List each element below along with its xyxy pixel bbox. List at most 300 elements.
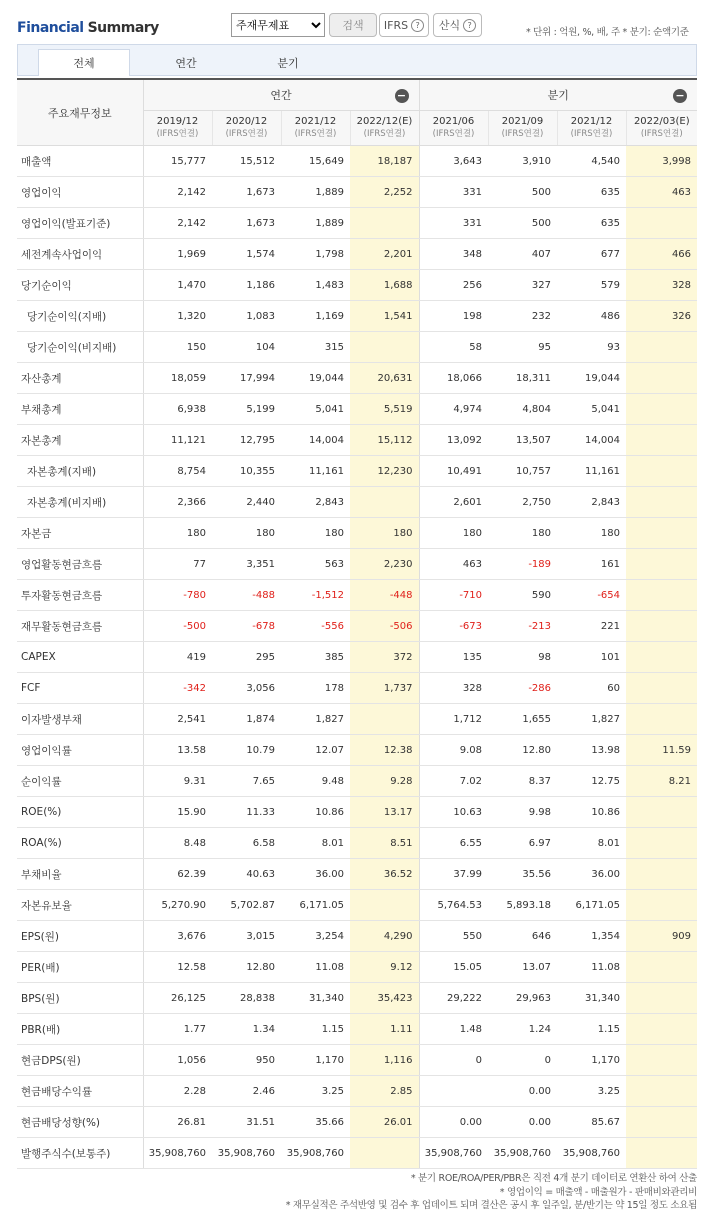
- table-cell: 1,169: [281, 301, 350, 332]
- row-label: FCF: [17, 673, 143, 704]
- table-cell: [626, 1014, 697, 1045]
- table-cell: 35,908,760: [143, 1138, 212, 1169]
- table-cell: 635: [557, 177, 626, 208]
- table-cell: 26.81: [143, 1107, 212, 1138]
- table-cell: 1,483: [281, 270, 350, 301]
- table-cell: 11.08: [557, 952, 626, 983]
- table-cell: 1,170: [281, 1045, 350, 1076]
- table-cell: 12,230: [350, 456, 419, 487]
- column-basis: (IFRS연결): [640, 129, 683, 139]
- row-label: 당기순이익(지배): [17, 301, 143, 332]
- table-row: [17, 735, 697, 766]
- table-cell: 10,757: [488, 456, 557, 487]
- table-cell: 15,512: [212, 146, 281, 177]
- table-cell: 15,649: [281, 146, 350, 177]
- table-cell: 0: [419, 1045, 488, 1076]
- table-cell: 3.25: [557, 1076, 626, 1107]
- table-cell: 0.00: [419, 1107, 488, 1138]
- table-cell: 646: [488, 921, 557, 952]
- table-cell: 13.58: [143, 735, 212, 766]
- table-row: [17, 146, 697, 177]
- table-cell: [350, 208, 419, 239]
- row-label: 재무활동현금흐름: [17, 611, 143, 642]
- table-cell: 40.63: [212, 859, 281, 890]
- table-cell: 1,827: [557, 704, 626, 735]
- formula-help-button[interactable]: [433, 13, 482, 37]
- table-cell: 5,041: [281, 394, 350, 425]
- table-cell: 198: [419, 301, 488, 332]
- table-cell: 372: [350, 642, 419, 673]
- table-cell: [626, 983, 697, 1014]
- table-cell: 5,764.53: [419, 890, 488, 921]
- table-cell: [626, 611, 697, 642]
- table-row: [17, 332, 697, 363]
- column-basis: (IFRS연결): [570, 129, 613, 139]
- table-row: [17, 518, 697, 549]
- row-label: CAPEX: [17, 642, 143, 673]
- table-cell: 13.07: [488, 952, 557, 983]
- tab-quarter-label: 분기: [277, 56, 299, 70]
- table-cell: 13,507: [488, 425, 557, 456]
- table-cell: 466: [626, 239, 697, 270]
- column-period: 2021/06: [432, 116, 475, 127]
- table-cell: 1,688: [350, 270, 419, 301]
- table-cell: -678: [212, 611, 281, 642]
- annual-group-label: 연간: [270, 89, 292, 102]
- footnotes: [286, 1172, 697, 1213]
- table-cell: 5,702.87: [212, 890, 281, 921]
- table-cell: 4,290: [350, 921, 419, 952]
- table-cell: 328: [419, 673, 488, 704]
- row-label: 현금DPS(원): [17, 1045, 143, 1076]
- table-row: [17, 766, 697, 797]
- table-cell: 1,673: [212, 177, 281, 208]
- table-cell: 13,092: [419, 425, 488, 456]
- table-cell: 2,843: [557, 487, 626, 518]
- table-cell: 3,643: [419, 146, 488, 177]
- table-cell: 18,066: [419, 363, 488, 394]
- row-label: 부채비율: [17, 859, 143, 890]
- table-cell: 331: [419, 208, 488, 239]
- table-cell: 2,440: [212, 487, 281, 518]
- table-cell: 6.97: [488, 828, 557, 859]
- tab-all-label: 전체: [73, 57, 95, 70]
- column-period: 2021/09: [501, 116, 544, 127]
- table-cell: [626, 704, 697, 735]
- table-cell: 85.67: [557, 1107, 626, 1138]
- table-cell: 1.34: [212, 1014, 281, 1045]
- table-cell: 2,252: [350, 177, 419, 208]
- column-period: 2022/12(E): [356, 116, 413, 127]
- table-cell: 3.25: [281, 1076, 350, 1107]
- table-cell: 2.28: [143, 1076, 212, 1107]
- table-cell: 2,142: [143, 177, 212, 208]
- table-cell: 35,908,760: [557, 1138, 626, 1169]
- table-cell: [626, 890, 697, 921]
- table-cell: -506: [350, 611, 419, 642]
- table-cell: [626, 208, 697, 239]
- table-cell: 3,015: [212, 921, 281, 952]
- table-cell: 1,712: [419, 704, 488, 735]
- table-row: [17, 828, 697, 859]
- row-label: ROE(%): [17, 797, 143, 828]
- statement-dropdown[interactable]: [232, 14, 324, 36]
- table-cell: 6.55: [419, 828, 488, 859]
- table-cell: 1,056: [143, 1045, 212, 1076]
- table-cell: 9.98: [488, 797, 557, 828]
- table-cell: -710: [419, 580, 488, 611]
- table-cell: 37.99: [419, 859, 488, 890]
- row-label: ROA(%): [17, 828, 143, 859]
- table-cell: 31.51: [212, 1107, 281, 1138]
- table-cell: 58: [419, 332, 488, 363]
- column-basis: (IFRS연결): [225, 129, 268, 139]
- table-cell: 3,910: [488, 146, 557, 177]
- table-row: [17, 1045, 697, 1076]
- table-cell: 93: [557, 332, 626, 363]
- table-cell: 29,963: [488, 983, 557, 1014]
- table-cell: 18,311: [488, 363, 557, 394]
- table-cell: -213: [488, 611, 557, 642]
- tab-all[interactable]: [38, 49, 130, 76]
- table-cell: [350, 332, 419, 363]
- table-cell: -500: [143, 611, 212, 642]
- question-icon: ?: [411, 19, 424, 32]
- statement-select[interactable]: [231, 13, 325, 37]
- table-cell: [626, 580, 697, 611]
- table-row: [17, 487, 697, 518]
- collapse-quarter-icon[interactable]: −: [673, 89, 687, 103]
- table-cell: [626, 642, 697, 673]
- table-cell: 6.58: [212, 828, 281, 859]
- table-cell: 2.85: [350, 1076, 419, 1107]
- table-row: [17, 270, 697, 301]
- table-cell: 315: [281, 332, 350, 363]
- table-cell: 5,270.90: [143, 890, 212, 921]
- column-header: [488, 111, 557, 146]
- financial-summary-table: [17, 80, 697, 1169]
- table-cell: 29,222: [419, 983, 488, 1014]
- ifrs-label: IFRS: [383, 18, 409, 32]
- table-cell: [419, 1076, 488, 1107]
- table-cell: 6,171.05: [281, 890, 350, 921]
- table-row: [17, 1076, 697, 1107]
- table-cell: 13.98: [557, 735, 626, 766]
- unit-note: * 단위 : 억원, %, 배, 주 * 분기: 순액기준: [526, 27, 689, 38]
- column-basis: (IFRS연결): [156, 129, 199, 139]
- table-cell: 1,170: [557, 1045, 626, 1076]
- table-cell: 15,777: [143, 146, 212, 177]
- table-cell: 8.21: [626, 766, 697, 797]
- table-cell: 10,355: [212, 456, 281, 487]
- table-cell: 2,541: [143, 704, 212, 735]
- table-cell: 2,201: [350, 239, 419, 270]
- title-financial: Financial: [17, 20, 84, 36]
- row-label: 현금배당수익률: [17, 1076, 143, 1107]
- table-cell: [626, 456, 697, 487]
- table-row: [17, 983, 697, 1014]
- table-cell: 3,351: [212, 549, 281, 580]
- table-cell: 5,519: [350, 394, 419, 425]
- table-cell: 7.65: [212, 766, 281, 797]
- table-cell: [350, 704, 419, 735]
- table-cell: 327: [488, 270, 557, 301]
- column-basis: (IFRS연결): [363, 129, 406, 139]
- table-cell: 17,994: [212, 363, 281, 394]
- ifrs-help-button[interactable]: [379, 13, 429, 37]
- table-cell: -1,512: [281, 580, 350, 611]
- table-cell: [350, 1138, 419, 1169]
- table-cell: 563: [281, 549, 350, 580]
- table-cell: 950: [212, 1045, 281, 1076]
- table-cell: -780: [143, 580, 212, 611]
- table-row: [17, 1138, 697, 1169]
- column-header: [281, 111, 350, 146]
- table-cell: 180: [212, 518, 281, 549]
- table-cell: 326: [626, 301, 697, 332]
- table-cell: 486: [557, 301, 626, 332]
- table-cell: 232: [488, 301, 557, 332]
- row-label: 영업활동현금흐름: [17, 549, 143, 580]
- table-cell: 12.75: [557, 766, 626, 797]
- row-label: 순이익률: [17, 766, 143, 797]
- row-label: 매출액: [17, 146, 143, 177]
- table-cell: 18,187: [350, 146, 419, 177]
- table-cell: 35.66: [281, 1107, 350, 1138]
- row-label: 당기순이익(비지배): [17, 332, 143, 363]
- collapse-annual-icon[interactable]: −: [395, 89, 409, 103]
- table-cell: 15,112: [350, 425, 419, 456]
- title-summary: Summary: [87, 20, 159, 36]
- table-cell: [626, 1107, 697, 1138]
- row-label: 이자발생부채: [17, 704, 143, 735]
- table-cell: 62.39: [143, 859, 212, 890]
- table-row: [17, 301, 697, 332]
- table-cell: 2,230: [350, 549, 419, 580]
- table-row: [17, 208, 697, 239]
- header-quarter-group: [419, 80, 697, 111]
- table-cell: 3,998: [626, 146, 697, 177]
- table-cell: 10.86: [557, 797, 626, 828]
- table-cell: 419: [143, 642, 212, 673]
- table-cell: 2,843: [281, 487, 350, 518]
- table-cell: 0: [488, 1045, 557, 1076]
- table-cell: 1,655: [488, 704, 557, 735]
- table-cell: 9.31: [143, 766, 212, 797]
- table-cell: 500: [488, 208, 557, 239]
- row-label: 영업이익률: [17, 735, 143, 766]
- table-row: [17, 1107, 697, 1138]
- table-cell: 1.15: [281, 1014, 350, 1045]
- table-cell: 12.80: [488, 735, 557, 766]
- table-cell: 35,423: [350, 983, 419, 1014]
- table-cell: 36.52: [350, 859, 419, 890]
- table-cell: 221: [557, 611, 626, 642]
- column-header: [557, 111, 626, 146]
- table-cell: 15.05: [419, 952, 488, 983]
- column-basis: (IFRS연결): [432, 129, 475, 139]
- table-cell: 677: [557, 239, 626, 270]
- table-cell: 11.08: [281, 952, 350, 983]
- table-row: [17, 1014, 697, 1045]
- table-cell: [626, 332, 697, 363]
- column-basis: (IFRS연결): [294, 129, 337, 139]
- table-cell: 15.90: [143, 797, 212, 828]
- table-cell: 8.01: [557, 828, 626, 859]
- row-label: 현금배당성향(%): [17, 1107, 143, 1138]
- row-label: 투자활동현금흐름: [17, 580, 143, 611]
- table-cell: 180: [488, 518, 557, 549]
- table-cell: 295: [212, 642, 281, 673]
- table-row: [17, 890, 697, 921]
- table-cell: 20,631: [350, 363, 419, 394]
- table-cell: 500: [488, 177, 557, 208]
- table-cell: 1,673: [212, 208, 281, 239]
- table-cell: 35,908,760: [281, 1138, 350, 1169]
- footnote: * 분기 ROE/ROA/PER/PBR은 직전 4개 분기 데이터로 연환산 하여 산출: [410, 1173, 697, 1184]
- tab-annual[interactable]: [140, 49, 232, 76]
- table-cell: 98: [488, 642, 557, 673]
- table-cell: 4,540: [557, 146, 626, 177]
- tab-quarter[interactable]: [242, 49, 334, 76]
- table-cell: 1.15: [557, 1014, 626, 1045]
- row-label: 자본유보율: [17, 890, 143, 921]
- table-cell: 180: [281, 518, 350, 549]
- table-cell: 8,754: [143, 456, 212, 487]
- table-cell: [626, 1076, 697, 1107]
- table-row: [17, 363, 697, 394]
- table-cell: 1,827: [281, 704, 350, 735]
- table-cell: 35.56: [488, 859, 557, 890]
- table-cell: 35,908,760: [212, 1138, 281, 1169]
- column-period: 2022/03(E): [633, 116, 690, 127]
- table-cell: 2,750: [488, 487, 557, 518]
- table-cell: [626, 425, 697, 456]
- column-header: [626, 111, 697, 146]
- period-tabs: [17, 44, 697, 76]
- row-label: 자본금: [17, 518, 143, 549]
- table-cell: 4,804: [488, 394, 557, 425]
- table-cell: 2.46: [212, 1076, 281, 1107]
- table-cell: 14,004: [557, 425, 626, 456]
- footnote: * 재무실적은 주석반영 및 검수 후 업데이트 되며 결산은 공시 후 일주일, 분/반기는 약 15일 정도 소요됨: [285, 1200, 697, 1211]
- table-cell: [626, 952, 697, 983]
- table-cell: -189: [488, 549, 557, 580]
- table-cell: 11,161: [281, 456, 350, 487]
- table-cell: 10.86: [281, 797, 350, 828]
- table-cell: -654: [557, 580, 626, 611]
- table-cell: 5,041: [557, 394, 626, 425]
- table-cell: 1,737: [350, 673, 419, 704]
- table-cell: 635: [557, 208, 626, 239]
- table-row: [17, 952, 697, 983]
- table-cell: 101: [557, 642, 626, 673]
- table-cell: 8.37: [488, 766, 557, 797]
- table-cell: 7.02: [419, 766, 488, 797]
- table-cell: 0.00: [488, 1107, 557, 1138]
- table-cell: 12.80: [212, 952, 281, 983]
- table-row: [17, 177, 697, 208]
- table-cell: 135: [419, 642, 488, 673]
- table-cell: [626, 828, 697, 859]
- table-cell: 9.12: [350, 952, 419, 983]
- table-cell: 31,340: [557, 983, 626, 1014]
- table-cell: 331: [419, 177, 488, 208]
- table-cell: 178: [281, 673, 350, 704]
- table-cell: 161: [557, 549, 626, 580]
- table-cell: 1.24: [488, 1014, 557, 1045]
- table-row: [17, 456, 697, 487]
- row-label: 발행주식수(보통주): [17, 1138, 143, 1169]
- column-header: [143, 111, 212, 146]
- table-cell: 11.59: [626, 735, 697, 766]
- table-cell: 3,056: [212, 673, 281, 704]
- table-cell: 3,676: [143, 921, 212, 952]
- row-label: PER(배): [17, 952, 143, 983]
- table-cell: [350, 890, 419, 921]
- table-body: [17, 146, 697, 1169]
- table-cell: 1,798: [281, 239, 350, 270]
- table-cell: 28,838: [212, 983, 281, 1014]
- table-cell: [626, 549, 697, 580]
- table-cell: 95: [488, 332, 557, 363]
- table-cell: 1,116: [350, 1045, 419, 1076]
- column-period: 2021/12: [570, 116, 613, 127]
- table-cell: [626, 363, 697, 394]
- header-annual-group: [143, 80, 419, 111]
- table-cell: 1,320: [143, 301, 212, 332]
- table-row: [17, 704, 697, 735]
- table-cell: 35,908,760: [488, 1138, 557, 1169]
- table-cell: 12.58: [143, 952, 212, 983]
- table-cell: 463: [419, 549, 488, 580]
- table-cell: -673: [419, 611, 488, 642]
- table-cell: 12.38: [350, 735, 419, 766]
- table-cell: -448: [350, 580, 419, 611]
- table-cell: 8.01: [281, 828, 350, 859]
- table-cell: 909: [626, 921, 697, 952]
- header-main-info: 주요재무정보: [17, 80, 143, 146]
- tab-annual-label: 연간: [175, 56, 197, 70]
- table-cell: 35,908,760: [419, 1138, 488, 1169]
- table-cell: 26,125: [143, 983, 212, 1014]
- table-cell: 19,044: [281, 363, 350, 394]
- column-period: 2020/12: [225, 116, 268, 127]
- column-period: 2019/12: [156, 116, 199, 127]
- table-cell: 1,874: [212, 704, 281, 735]
- table-cell: 18,059: [143, 363, 212, 394]
- table-row: [17, 921, 697, 952]
- table-cell: [626, 1045, 697, 1076]
- table-row: [17, 239, 697, 270]
- table-cell: 19,044: [557, 363, 626, 394]
- table-cell: 463: [626, 177, 697, 208]
- row-label: BPS(원): [17, 983, 143, 1014]
- search-button[interactable]: [329, 13, 377, 37]
- table-cell: 9.08: [419, 735, 488, 766]
- table-cell: 1,083: [212, 301, 281, 332]
- table-cell: 256: [419, 270, 488, 301]
- table-cell: 26.01: [350, 1107, 419, 1138]
- table-cell: 104: [212, 332, 281, 363]
- table-cell: 579: [557, 270, 626, 301]
- table-cell: 150: [143, 332, 212, 363]
- table-cell: 60: [557, 673, 626, 704]
- search-label: 검색: [342, 19, 364, 32]
- table-cell: 8.48: [143, 828, 212, 859]
- table-cell: 6,938: [143, 394, 212, 425]
- table-row: [17, 580, 697, 611]
